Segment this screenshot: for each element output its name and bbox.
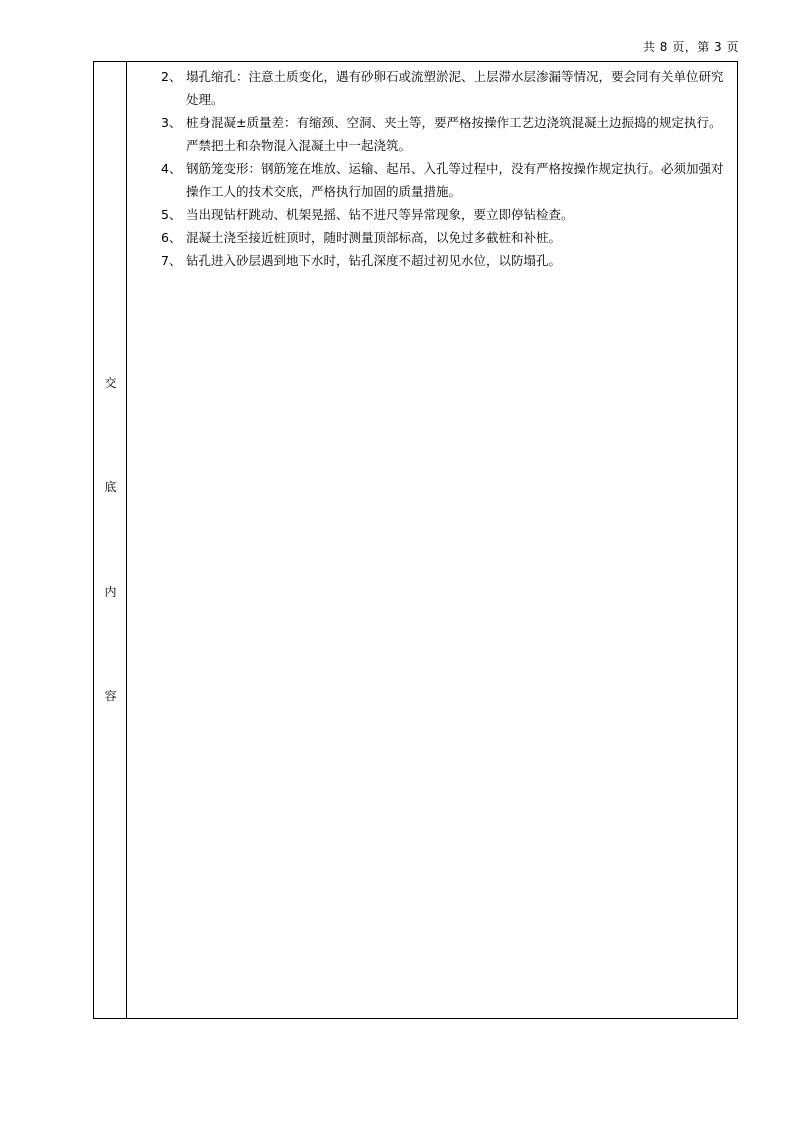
item-text: 当出现钻杆跳动、机架晃摇、钻不进尺等异常现象，要立即停钻检查。 bbox=[186, 207, 574, 222]
item-text: 钻孔进入砂层遇到地下水时，钻孔深度不超过初见水位，以防塌孔。 bbox=[186, 253, 562, 268]
page-indicator: 共 8 页，第 3 页 bbox=[642, 40, 739, 54]
disclosure-table bbox=[93, 61, 738, 1019]
item-number: 6、 bbox=[161, 230, 182, 245]
item-number: 2、 bbox=[161, 69, 182, 84]
label-char-nei: 内 bbox=[104, 585, 117, 599]
label-char-di: 底 bbox=[104, 480, 117, 494]
list-item bbox=[127, 249, 731, 272]
item-text: 桩身混凝±质量差：有缩颈、空洞、夹土等，要严格按操作工艺边浇筑混凝土边振捣的规定执行。严禁把土和杂物混入混凝土中一起浇筑。 bbox=[186, 115, 722, 153]
item-text: 塌孔缩孔：注意土质变化，遇有砂卵石或流塑淤泥、上层滞水层渗漏等情况，要会同有关单位研究处理。 bbox=[186, 69, 724, 107]
item-number: 4、 bbox=[161, 161, 182, 176]
item-number: 5、 bbox=[161, 207, 182, 222]
label-column bbox=[94, 62, 127, 1018]
item-number: 7、 bbox=[161, 253, 182, 268]
label-char-rong: 容 bbox=[104, 689, 117, 703]
item-text: 混凝土浇至接近桩顶时，随时测量顶部标高，以免过多截桩和补桩。 bbox=[186, 230, 562, 245]
content-column bbox=[127, 62, 737, 1018]
item-text: 钢筋笼变形：钢筋笼在堆放、运输、起吊、入孔等过程中，没有严格按操作规定执行。必须加强对操作工人的技术交底，严格执行加固的质量措施。 bbox=[186, 161, 724, 199]
list-item bbox=[127, 226, 731, 249]
item-number: 3、 bbox=[161, 115, 182, 130]
list-item bbox=[127, 65, 731, 111]
list-item bbox=[127, 111, 731, 157]
list-item bbox=[127, 157, 731, 203]
list-item bbox=[127, 203, 731, 226]
label-char-jiao: 交 bbox=[104, 376, 117, 390]
